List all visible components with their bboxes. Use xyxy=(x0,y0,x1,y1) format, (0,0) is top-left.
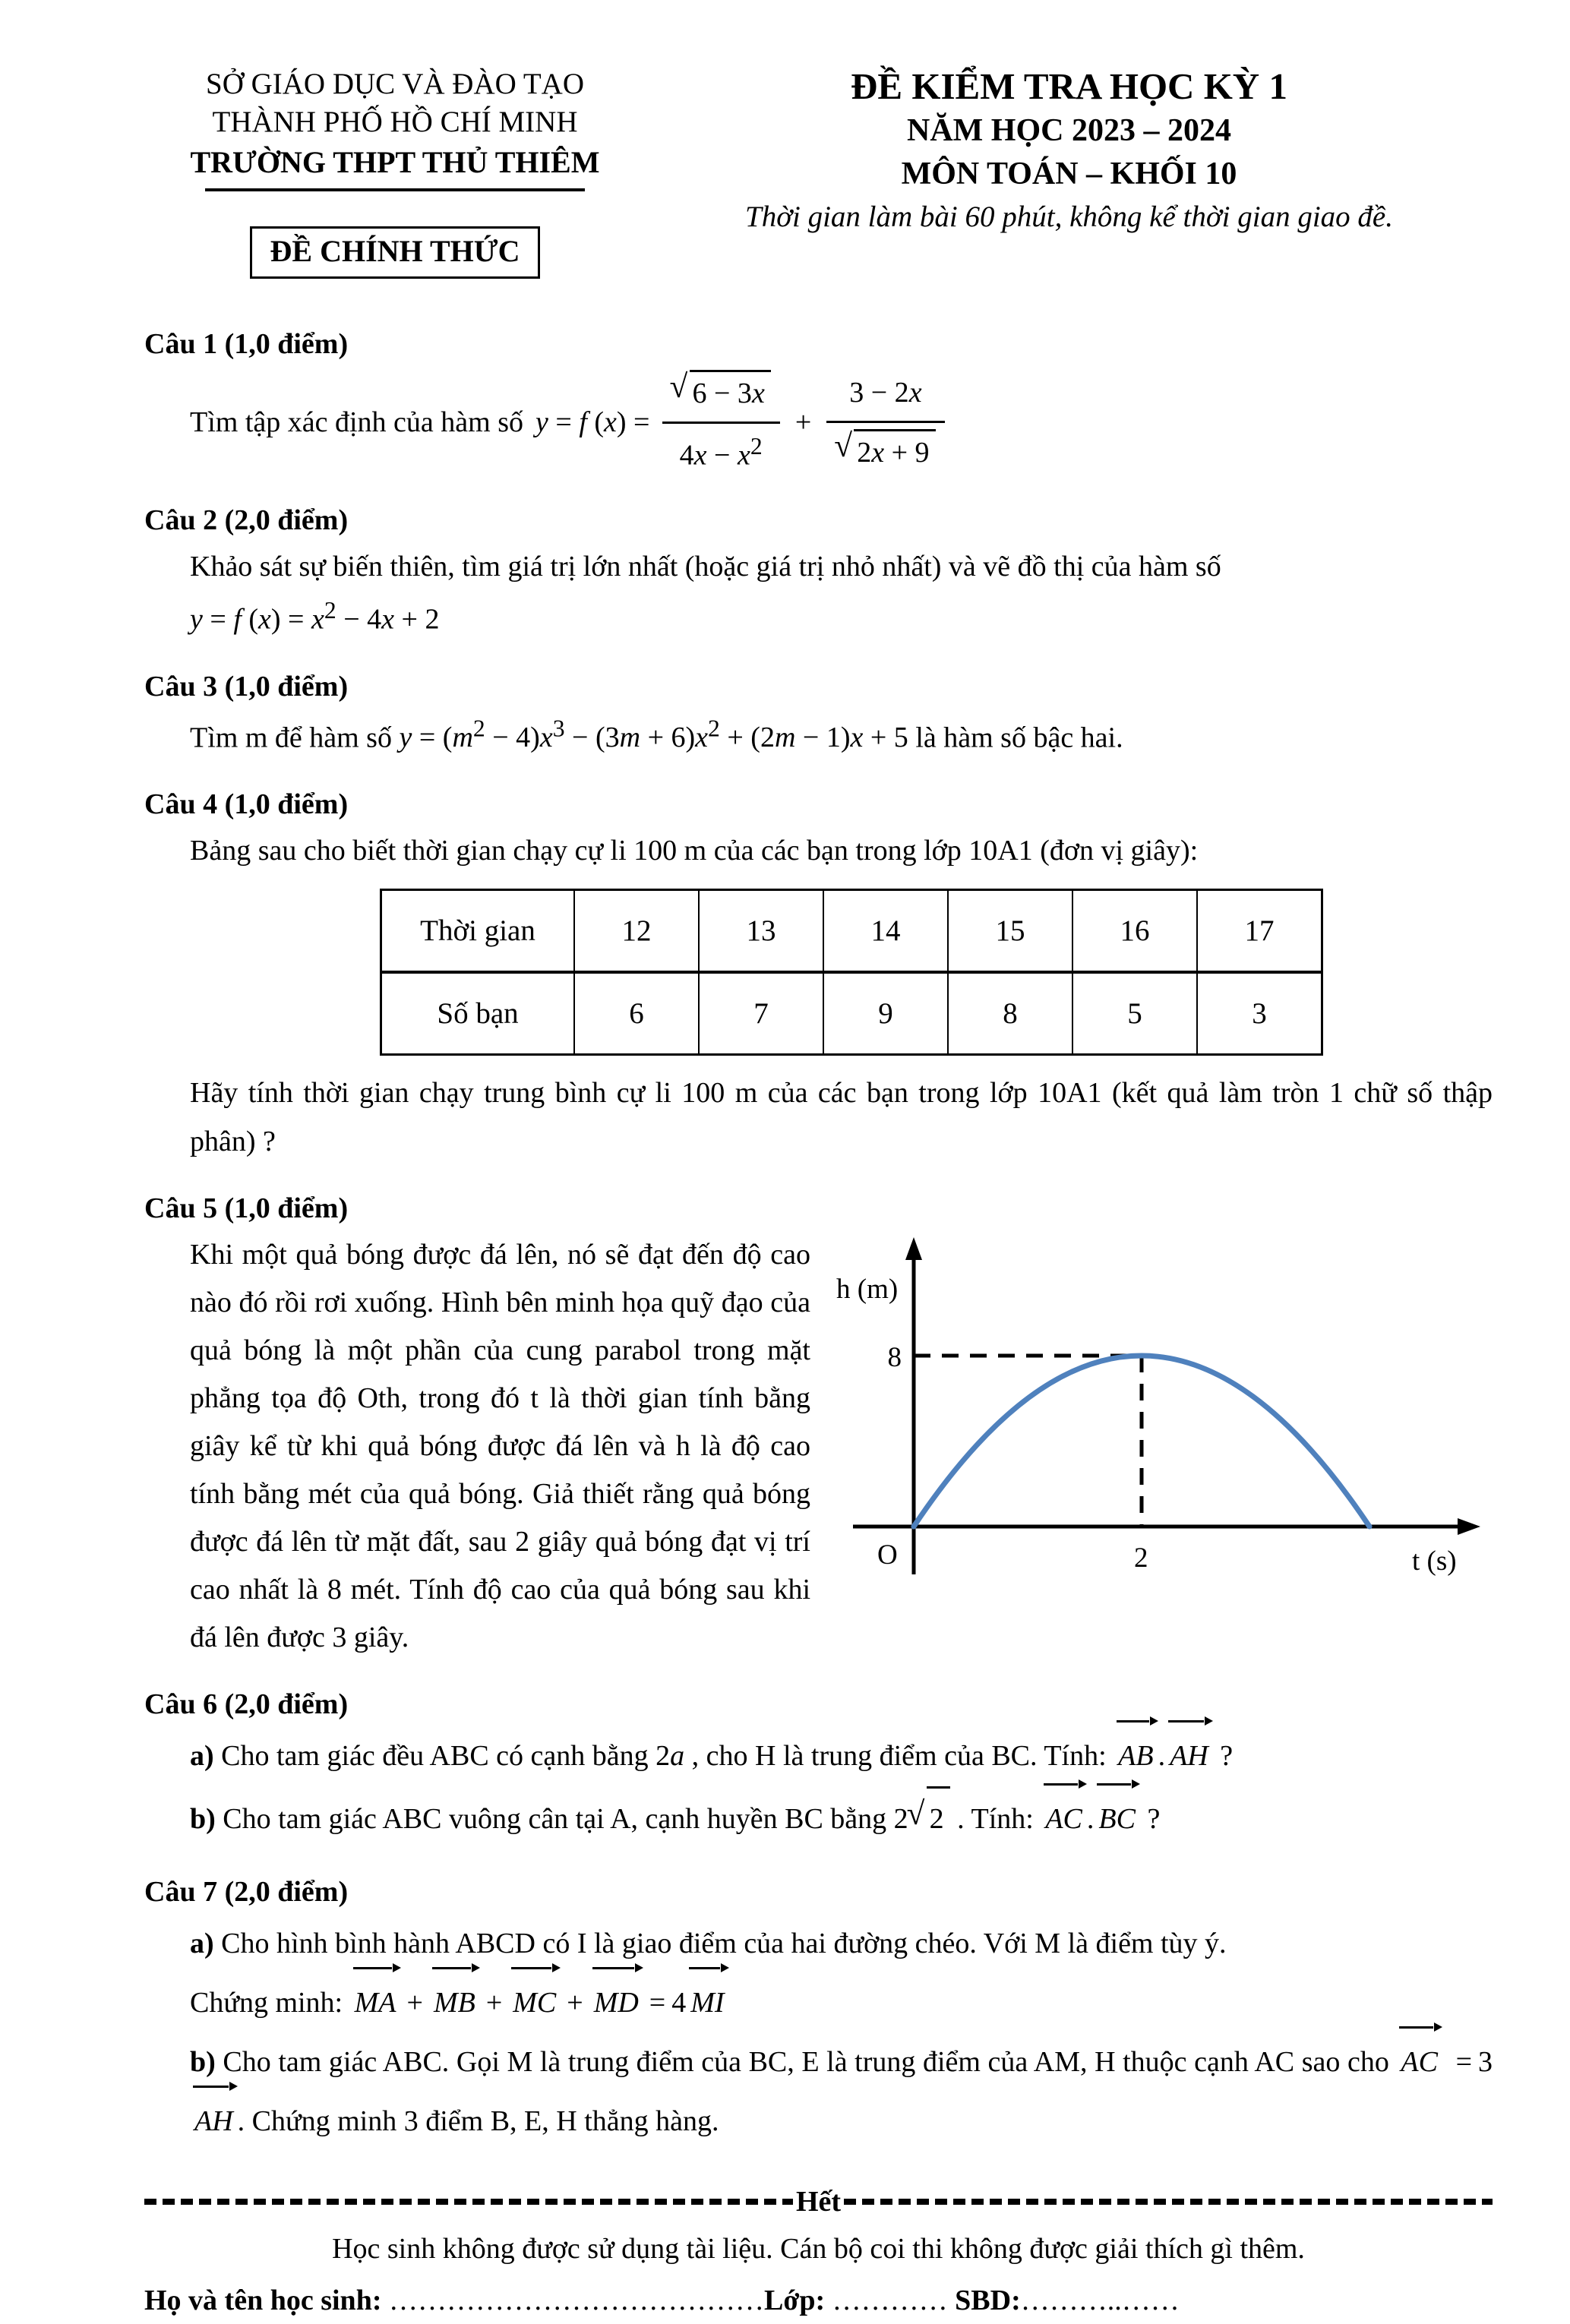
q4-outro: Hãy tính thời gian chạy trung bình cự li 100 m của các bạn trong lớp 10A1 (kết quả làm tròn 1 chữ số thập phân) ? xyxy=(190,1077,1493,1157)
q1-fraction-2 xyxy=(826,371,944,475)
q7-proof-line xyxy=(190,1974,1493,2033)
sbd-blank: ………..…… xyxy=(1020,2285,1180,2317)
vector-MA: MA xyxy=(352,1974,400,2033)
table-row-count xyxy=(381,972,1322,1055)
table-cell: 9 xyxy=(823,972,948,1055)
q7b-text: Cho tam giác ABC. Gọi M là trung điểm của BC, E là trung điểm của AM, H thuộc cạnh AC sao cho xyxy=(223,2045,1389,2078)
plus-operator: + xyxy=(406,1987,423,2019)
q4-title: Câu 4 (1,0 điểm) xyxy=(144,788,349,821)
header-left xyxy=(144,65,646,279)
trajectory-chart xyxy=(830,1234,1493,1577)
q6-title: Câu 6 (2,0 điểm) xyxy=(144,1688,349,1721)
official-exam-badge: ĐỀ CHÍNH THỨC xyxy=(250,226,541,279)
plus-operator: + xyxy=(485,1987,503,2019)
question-mark: ? xyxy=(1147,1803,1161,1836)
vector-AC: AC xyxy=(1042,1790,1085,1849)
sbd-label: SBD: xyxy=(955,2285,1021,2317)
header-underline xyxy=(205,188,585,191)
vector-AC: AC xyxy=(1398,2033,1441,2092)
q6a-text2: , cho H là trung điểm của BC. Tính: xyxy=(691,1740,1107,1773)
header-right xyxy=(646,65,1493,234)
q5-text: Khi một quả bóng được đá lên, nó sẽ đạt đến độ cao nào đó rồi rơi xuống. Hình bên minh họa quỹ đạo của quả bóng là một phần của cung parabol trong mặt phẳng tọa độ Oth, trong đó t là thời gian tính bằng giây kể từ khi quả bóng được đá lên và h là độ cao tính bằng mét của quả bóng. Giả thiết rằng quả bóng được đá lên từ mặt đất, sau 2 giây quả bóng đạt vị trí cao nhất là 8 mét. Tính độ cao của quả bóng sau khi đá lên được 3 giây. xyxy=(190,1238,810,1654)
table-cell: 13 xyxy=(699,890,823,973)
q3-body xyxy=(190,709,1493,763)
q6a-text: Cho tam giác đều ABC có cạnh bằng xyxy=(221,1740,649,1773)
subject-line: MÔN TOÁN – KHỐI 10 xyxy=(901,156,1237,191)
vector-AH: AH xyxy=(1167,1727,1211,1786)
table-cell: 7 xyxy=(699,972,823,1055)
q1-math-lead: y = f (x) = xyxy=(535,406,650,439)
radical: √ 2x + 9 xyxy=(854,429,935,473)
table-cell: Số bạn xyxy=(381,972,575,1055)
q1-frac1-numerator xyxy=(662,368,780,424)
q7-part-b xyxy=(190,2033,1493,2152)
table-cell: 12 xyxy=(574,890,699,973)
part-label: b) xyxy=(190,1803,216,1836)
vector-MD: MD xyxy=(591,1974,642,2033)
vector-MC: MC xyxy=(510,1974,559,2033)
school-year: NĂM HỌC 2023 – 2024 xyxy=(907,113,1231,149)
department-line1: SỞ GIÁO DỤC VÀ ĐÀO TẠO xyxy=(206,68,584,100)
vector-AB: AB xyxy=(1115,1727,1156,1786)
time-frequency-table xyxy=(380,889,1323,1056)
q7b-text2: . Chứng minh 3 điểm B, E, H thẳng hàng. xyxy=(237,2105,719,2137)
table-cell: Thời gian xyxy=(381,890,575,973)
q3-title: Câu 3 (1,0 điểm) xyxy=(144,670,349,703)
height-axis-label: h (m) xyxy=(836,1273,899,1305)
dot-operator: . xyxy=(1158,1740,1166,1773)
q1-body xyxy=(190,368,1493,478)
equals-operator: = xyxy=(1455,2045,1473,2078)
q3-outro: là hàm số bậc hai. xyxy=(915,722,1123,754)
q1-title: Câu 1 (1,0 điểm) xyxy=(144,327,349,360)
height-axis-arrow xyxy=(905,1237,922,1260)
table-cell: 6 xyxy=(574,972,699,1055)
class-label: Lớp: xyxy=(763,2285,826,2317)
table-cell: 8 xyxy=(948,972,1072,1055)
peak-time-label: 2 xyxy=(1134,1542,1148,1574)
part-label: a) xyxy=(190,1928,214,1960)
q1-fraction-1 xyxy=(662,368,780,478)
exam-rules-note: Học sinh không được sử dụng tài liệu. Cán bộ coi thi không được giải thích gì thêm. xyxy=(332,2232,1305,2265)
department-line2: THÀNH PHỐ HỒ CHÍ MINH xyxy=(212,105,578,138)
end-label: Hết xyxy=(795,2185,842,2218)
vector-AH: AH xyxy=(191,2092,236,2152)
dot-operator: . xyxy=(1086,1803,1095,1836)
q6-part-b xyxy=(190,1786,1493,1849)
table-cell: 5 xyxy=(1072,972,1197,1055)
part-label: a) xyxy=(190,1740,214,1773)
end-divider xyxy=(144,2185,1493,2218)
coefficient: 3 xyxy=(1478,2045,1493,2078)
class-blank: ………… xyxy=(832,2285,948,2317)
table-cell: 16 xyxy=(1072,890,1197,973)
time-axis-arrow xyxy=(1458,1518,1480,1535)
q2-body: Khảo sát sự biến thiên, tìm giá trị lớn nhất (hoặc giá trị nhỏ nhất) và vẽ đồ thị của hàm số xyxy=(190,550,1221,583)
plus-operator: + xyxy=(794,406,812,439)
peak-height-label: 8 xyxy=(887,1341,902,1373)
q7-title: Câu 7 (2,0 điểm) xyxy=(144,1876,349,1909)
q3-intro: Tìm m để hàm số xyxy=(190,722,392,754)
plus-operator: + xyxy=(567,1987,583,2019)
proof-label: Chứng minh: xyxy=(190,1987,343,2019)
q3-math: $y = (m^2 - 4)x^3 - (3m + 6)x^2 + (2m - 1)x + 5$ xyxy=(399,715,908,754)
time-axis-label: t (s) xyxy=(1412,1545,1457,1577)
student-name-label: Họ và tên học sinh: xyxy=(144,2285,382,2317)
q6a-var: 2a xyxy=(655,1740,685,1773)
q6b-text2: . Tính: xyxy=(957,1803,1034,1836)
question-mark: ? xyxy=(1220,1740,1234,1773)
radical: √ 2 xyxy=(927,1786,950,1849)
table-cell: 15 xyxy=(948,890,1072,973)
student-info-line xyxy=(144,2278,1493,2324)
table-cell: 14 xyxy=(823,890,948,973)
vector-MI: MI xyxy=(687,1974,727,2033)
vector-BC: BC xyxy=(1095,1790,1139,1849)
q7-part-a xyxy=(190,1915,1493,1974)
divider-dashes-right xyxy=(844,2199,1493,2205)
school-name: TRƯỜNG THPT THỦ THIÊM xyxy=(190,144,600,179)
q4-intro: Bảng sau cho biết thời gian chạy cự li 100 m của các bạn trong lớp 10A1 (đơn vị giây): xyxy=(190,835,1199,867)
q6b-text: Cho tam giác ABC vuông cân tại A, cạnh huyền BC bằng xyxy=(223,1803,887,1836)
q6b-coef: 2 xyxy=(893,1803,908,1836)
exam-title: ĐỀ KIỂM TRA HỌC KỲ 1 xyxy=(851,65,1287,107)
q1-intro: Tìm tập xác định của hàm số xyxy=(190,406,523,439)
q5-title: Câu 5 (1,0 điểm) xyxy=(144,1192,349,1224)
table-cell: 3 xyxy=(1197,972,1322,1055)
vector-MB: MB xyxy=(431,1974,479,2033)
q1-frac1-denominator: $4x - x^2$ xyxy=(679,433,763,472)
header xyxy=(144,65,1493,279)
q6-part-a xyxy=(190,1727,1493,1786)
q5-body xyxy=(190,1231,1493,1662)
q1-frac2-numerator: 3 − 2x xyxy=(826,371,944,423)
duration-note: Thời gian làm bài 60 phút, không kể thời gian giao đề. xyxy=(745,201,1393,234)
ball-trajectory-figure xyxy=(830,1234,1493,1577)
table-row-time xyxy=(381,890,1322,973)
part-label: b) xyxy=(190,2045,216,2078)
q7a-text: Cho hình bình hành ABCD có I là giao điểm của hai đường chéo. Với M là điểm tùy ý. xyxy=(221,1928,1227,1960)
origin-label: O xyxy=(877,1539,898,1571)
q2-title: Câu 2 (2,0 điểm) xyxy=(144,504,349,536)
table-cell: 17 xyxy=(1197,890,1322,973)
radical: √ 6 − 3x xyxy=(690,370,771,414)
q2-math: y = f $(x) = x^2 - 4x + 2$ xyxy=(190,596,440,636)
coefficient: 4 xyxy=(671,1987,687,2019)
divider-dashes-left xyxy=(144,2199,793,2205)
equals-operator: = xyxy=(649,1987,666,2019)
student-name-blank: ………………………………… xyxy=(388,2285,764,2317)
q1-frac2-denominator xyxy=(826,423,944,475)
